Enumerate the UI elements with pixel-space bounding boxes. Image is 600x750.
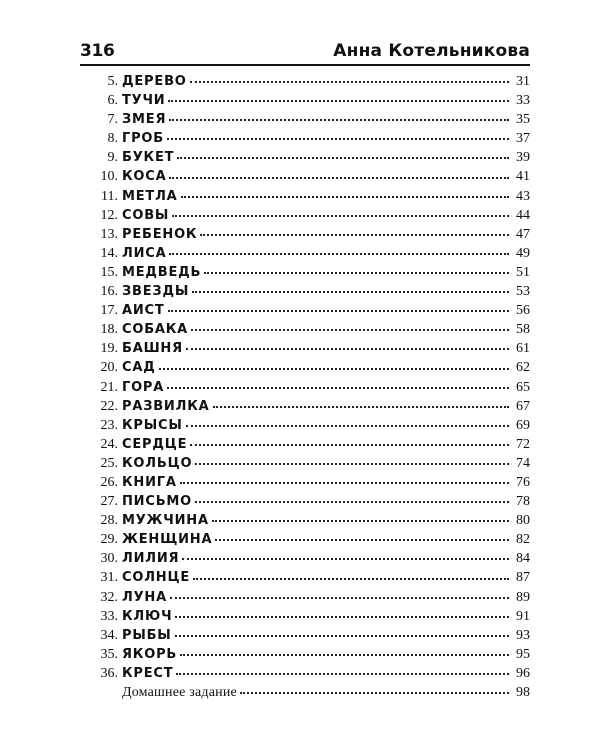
dot-leader	[180, 653, 509, 656]
dot-leader	[180, 481, 509, 484]
toc-entry-title: ЯКОРЬ	[122, 646, 178, 662]
toc-entry-page: 56	[516, 303, 530, 319]
toc-entry-number: 34.	[100, 627, 118, 643]
toc-entry[interactable]	[82, 206, 530, 225]
toc-entry[interactable]	[82, 263, 530, 282]
toc-entry[interactable]	[82, 358, 530, 377]
toc-entry-page: 80	[516, 513, 530, 529]
toc-entry-number: 7.	[107, 112, 118, 128]
toc-entry-title: ТУЧИ	[122, 93, 166, 109]
dot-leader	[190, 80, 509, 83]
toc-entry-title: ЗВЕЗДЫ	[122, 284, 190, 300]
dot-leader	[176, 672, 509, 675]
toc-entry-title: СОБАКА	[122, 322, 189, 338]
toc-entry-title: КОСА	[122, 169, 167, 185]
toc-entry-number: 8.	[107, 131, 118, 147]
toc-entry-title: ЛИЛИЯ	[122, 551, 180, 567]
toc-entry-number: 18.	[100, 322, 118, 338]
toc-entry-page: 76	[516, 474, 530, 490]
toc-entry[interactable]	[82, 187, 530, 206]
toc-entry-page: 65	[516, 379, 530, 395]
toc-entry[interactable]	[82, 148, 530, 167]
dot-leader	[182, 557, 509, 560]
dot-leader	[168, 309, 509, 312]
dot-leader	[213, 405, 510, 408]
toc-entry[interactable]	[82, 588, 530, 607]
toc-entry-number: 26.	[100, 474, 118, 490]
toc-entry-title: МЕДВЕДЬ	[122, 264, 202, 280]
toc-entry-number: 16.	[100, 284, 118, 300]
dot-leader	[204, 271, 509, 274]
dot-leader	[200, 233, 509, 236]
toc-entry-title: ДЕРЕВО	[122, 74, 187, 89]
toc-entry-page: 31	[516, 74, 530, 89]
toc-entry-number: 28.	[100, 513, 118, 529]
toc-entry-number: 21.	[100, 379, 118, 395]
toc-entry-title: РАЗВИЛКА	[122, 398, 210, 414]
toc-entry[interactable]	[82, 72, 530, 91]
toc-entry-title: КОЛЬЦО	[122, 455, 193, 471]
toc-entry-title: САД	[122, 360, 156, 376]
toc-entry[interactable]	[82, 416, 530, 435]
toc-entry[interactable]	[82, 91, 530, 110]
dot-leader	[186, 347, 509, 350]
toc-entry-page: 67	[516, 398, 530, 414]
toc-entry[interactable]	[82, 645, 530, 664]
toc-entry[interactable]	[82, 397, 530, 416]
toc-entry[interactable]	[82, 664, 530, 683]
toc-entry-page: 84	[516, 551, 530, 567]
toc-entry[interactable]	[82, 454, 530, 473]
toc-entry-number: 36.	[100, 665, 118, 681]
toc-entry-page: 58	[516, 322, 530, 338]
toc-entry-page: 69	[516, 417, 530, 433]
dot-leader	[172, 214, 509, 217]
toc-entry-page: 35	[516, 112, 530, 128]
toc-entry-page: 41	[516, 169, 530, 185]
toc-entry-number: 31.	[100, 570, 118, 586]
toc-entry-number: 9.	[107, 150, 118, 166]
toc-entry-title: БУКЕТ	[122, 150, 175, 166]
toc-entry-title: ГРОБ	[122, 131, 164, 147]
toc-entry-title: СОВЫ	[122, 207, 170, 223]
toc-entry-title: КНИГА	[122, 474, 177, 490]
dot-leader	[212, 519, 509, 522]
toc-entry-number: 20.	[100, 360, 118, 376]
dot-leader	[181, 195, 509, 198]
toc-entry-page: 93	[516, 627, 530, 643]
dot-leader	[191, 328, 509, 331]
toc-entry-page: 78	[516, 494, 530, 510]
toc-entry-number: 29.	[100, 532, 118, 548]
toc-entry-page: 37	[516, 131, 530, 147]
dot-leader	[195, 462, 509, 465]
toc-entry[interactable]	[82, 511, 530, 530]
toc-entry-title: МЕТЛА	[122, 188, 178, 204]
toc-entry-number: 30.	[100, 551, 118, 567]
dot-leader	[193, 577, 509, 580]
dot-leader	[168, 99, 509, 102]
toc-entry-page: 44	[516, 207, 530, 223]
toc-entry-page: 91	[516, 608, 530, 624]
toc-entry-number: 23.	[100, 417, 118, 433]
toc-entry-title: ЖЕНЩИНА	[122, 532, 213, 548]
toc-entry-page: 33	[516, 93, 530, 109]
toc-entry-page: 72	[516, 436, 530, 452]
toc-entry-page: 51	[516, 264, 530, 280]
toc-entry-page: 39	[516, 150, 530, 166]
dot-leader	[195, 500, 509, 503]
toc-entry-number: 27.	[100, 494, 118, 510]
toc-entry-title: ПИСЬМО	[122, 494, 192, 510]
dot-leader	[190, 443, 509, 446]
toc-entry-title: ЛИСА	[122, 245, 167, 261]
toc-entry[interactable]	[82, 626, 530, 645]
toc-entry-title: СЕРДЦЕ	[122, 436, 188, 452]
toc-entry-number: 14.	[100, 245, 118, 261]
toc-entry[interactable]	[82, 549, 530, 568]
toc-entry[interactable]	[82, 282, 530, 301]
toc-entry[interactable]	[82, 568, 530, 587]
toc-entry-page: 89	[516, 589, 530, 605]
dot-leader	[177, 156, 509, 159]
toc-entry-page: 43	[516, 188, 530, 204]
toc-entry[interactable]	[82, 301, 530, 320]
toc-entry-title: ЛУНА	[122, 589, 167, 605]
toc-entry[interactable]	[82, 129, 530, 148]
dot-leader	[167, 386, 509, 389]
toc-entry-number: 11.	[101, 188, 118, 204]
toc-entry-page: 53	[516, 284, 530, 300]
toc-entry-number: 10.	[100, 169, 118, 185]
dot-leader	[192, 290, 509, 293]
toc-entry-page: 82	[516, 532, 530, 548]
toc-entry-number: 19.	[100, 341, 118, 357]
toc-entry-title: ЗМЕЯ	[122, 112, 167, 128]
page-header	[80, 38, 530, 66]
toc-entry[interactable]	[82, 110, 530, 129]
running-head-author: Анна Котельникова	[333, 41, 530, 61]
dot-leader	[169, 252, 509, 255]
dot-leader	[159, 367, 509, 370]
dot-leader	[186, 424, 509, 427]
page-number: 316	[80, 41, 115, 61]
toc-entry-title: АИСТ	[122, 303, 165, 319]
toc-entry[interactable]	[82, 378, 530, 397]
toc-entry[interactable]	[82, 492, 530, 511]
toc-entry-number: 17.	[100, 303, 118, 319]
toc-entry-title: МУЖЧИНА	[122, 513, 209, 529]
toc-entry-number: 22.	[100, 398, 118, 414]
toc-entry[interactable]	[82, 435, 530, 454]
toc-entry-page: 62	[516, 360, 530, 376]
toc-entry-title: РЕБЕНОК	[122, 226, 198, 242]
toc-entry-title: РЫБЫ	[122, 627, 172, 643]
toc-entry-number: 6.	[107, 93, 118, 109]
toc-entry[interactable]	[82, 530, 530, 549]
toc-entry-page: 61	[516, 341, 530, 357]
toc-entry-title: КРЕСТ	[122, 665, 174, 681]
toc-entry-number: 33.	[100, 608, 118, 624]
toc-entry[interactable]	[82, 167, 530, 186]
toc-entry-page: 74	[516, 455, 530, 471]
dot-leader	[175, 634, 509, 637]
toc-entry-page: 47	[516, 226, 530, 242]
toc-entry-number: 32.	[100, 589, 118, 605]
table-of-contents	[82, 72, 530, 702]
toc-entry[interactable]	[82, 607, 530, 626]
dot-leader	[170, 596, 509, 599]
toc-entry-title: БАШНЯ	[122, 341, 183, 357]
dot-leader	[169, 118, 509, 121]
toc-entry-number: 25.	[100, 455, 118, 471]
toc-entry-title: КРЫСЫ	[122, 417, 183, 433]
toc-entry[interactable]	[82, 320, 530, 339]
toc-entry[interactable]	[82, 683, 530, 702]
toc-entry[interactable]	[82, 225, 530, 244]
toc-entry[interactable]	[82, 339, 530, 358]
dot-leader	[215, 538, 509, 541]
toc-entry-title: Домашнее задание	[122, 685, 237, 700]
toc-entry[interactable]	[82, 473, 530, 492]
toc-entry-page: 49	[516, 245, 530, 261]
toc-entry-page: 87	[516, 570, 530, 586]
toc-entry-number: 12.	[100, 207, 118, 223]
toc-entry-title: СОЛНЦЕ	[122, 570, 191, 586]
toc-entry-page: 98	[516, 685, 530, 700]
toc-entry-title: ГОРА	[122, 379, 165, 395]
toc-entry-number: 24.	[100, 436, 118, 452]
dot-leader	[175, 615, 509, 618]
dot-leader	[240, 691, 509, 694]
toc-entry-number: 13.	[100, 226, 118, 242]
dot-leader	[169, 176, 509, 179]
toc-entry-number: 35.	[100, 646, 118, 662]
dot-leader	[167, 137, 509, 140]
toc-entry-number: 5.	[107, 74, 118, 89]
toc-entry[interactable]	[82, 244, 530, 263]
toc-entry-page: 95	[516, 646, 530, 662]
toc-entry-page: 96	[516, 665, 530, 681]
toc-entry-number: 15.	[100, 264, 118, 280]
toc-entry-title: КЛЮЧ	[122, 608, 173, 624]
